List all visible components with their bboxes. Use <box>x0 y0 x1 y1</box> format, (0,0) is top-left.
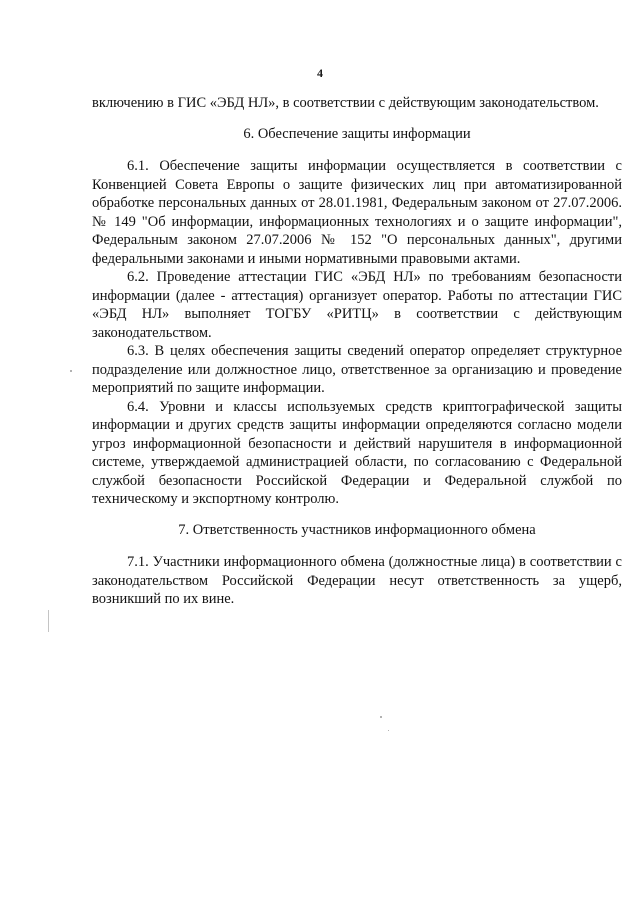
paragraph-7-1: 7.1. Участники информационного обмена (должностные лица) в соответствии с законодательством Российской Федерации несут ответственность за ущерб, возникший по их вине. <box>92 554 622 607</box>
section-6-heading: 6. Обеспечение защиты информации <box>243 125 471 142</box>
section-7-heading: 7. Ответственность участников информационного обмена <box>178 521 536 538</box>
page-number: 4 <box>317 66 323 80</box>
intro-paragraph: включению в ГИС «ЭБД НЛ», в соответствии с действующим законодательством. <box>92 95 599 111</box>
document-body <box>92 94 622 609</box>
scan-artifact-speck <box>70 370 72 372</box>
paragraph-6-3: 6.3. В целях обеспечения защиты сведений оператор определяет структурное подразделение или должностное лицо, ответственное за организацию и проведение мероприятий по защите информации. <box>92 343 622 396</box>
scan-artifact-speck <box>388 730 389 731</box>
paragraph-6-2: 6.2. Проведение аттестации ГИС «ЭБД НЛ» по требованиям безопасности информации (далее - аттестация) организует оператор. Работы по аттестации ГИС «ЭБД НЛ» выполняет ТОГБУ «РИТЦ» в соответствии с действующим законодательством. <box>92 269 622 341</box>
paragraph-6-4: 6.4. Уровни и классы используемых средств криптографической защиты информации и других средств защиты информации определяются согласно модели угроз информационной безопасности и действий нарушителя в информационной системе, утверждаемой администрацией области, по согласованию с Федеральной службой безопасности Российской Федерации и Федеральной службой по техническому и экспортному контролю. <box>92 398 622 507</box>
scan-artifact-line <box>48 610 49 632</box>
paragraph-6-1: 6.1. Обеспечение защиты информации осуществляется в соответствии с Конвенцией Совета Европы о защите физических лиц при автоматизированной обработке персональных данных от 28.01.1981, Федеральным законом от 27.07.2006. № 149 "Об информации, информационных технологиях и о защите информации", Федеральным законом 27.07.2006 № 152 "О персональных данных", другими федеральными законами и иными нормативными правовыми актами. <box>92 158 622 267</box>
scan-artifact-speck <box>380 716 382 718</box>
